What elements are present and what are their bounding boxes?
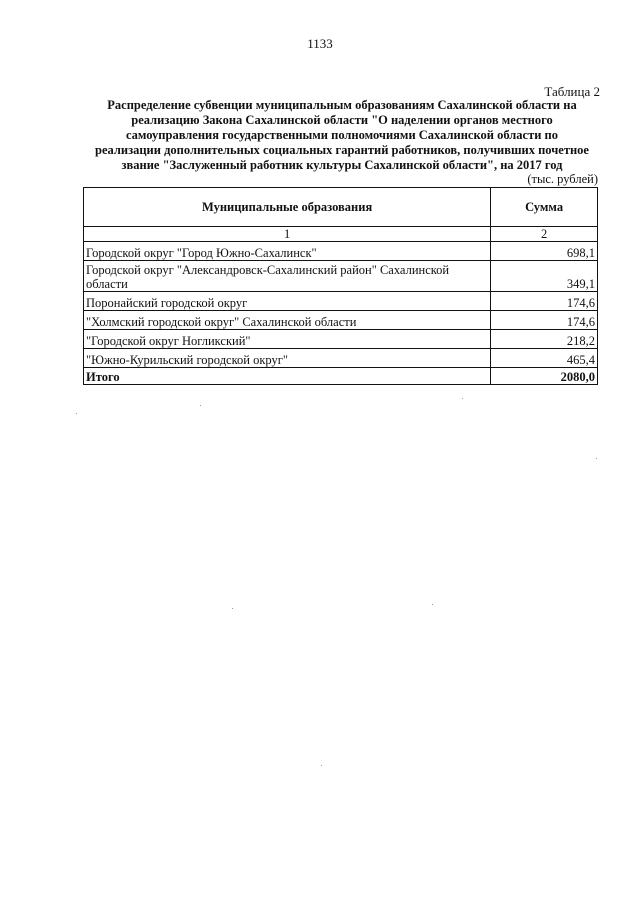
total-label: Итого xyxy=(84,368,491,385)
title-line: Распределение субвенции муниципальным образованиям Сахалинской области на xyxy=(107,98,577,112)
municipality-sum: 174,6 xyxy=(491,311,598,330)
scan-speck xyxy=(200,405,201,406)
table-row xyxy=(84,261,598,292)
title-line: реализации дополнительных социальных гарантий работников, получивших почетное xyxy=(95,143,589,157)
title-line: звание "Заслуженный работник культуры Сахалинской области", на 2017 год xyxy=(121,158,563,172)
municipality-sum: 465,4 xyxy=(491,349,598,368)
subvention-table xyxy=(83,187,598,385)
title-line: реализацию Закона Сахалинской области "О наделении органов местного xyxy=(131,113,553,127)
municipality-name: "Холмский городской округ" Сахалинской области xyxy=(84,311,491,330)
municipality-name: "Городской округ Ногликский" xyxy=(84,330,491,349)
scan-speck xyxy=(76,413,77,414)
municipality-sum: 218,2 xyxy=(491,330,598,349)
scan-speck xyxy=(321,765,322,766)
municipality-name: Городской округ "Город Южно-Сахалинск" xyxy=(84,242,491,261)
scan-speck xyxy=(596,458,597,459)
table-label: Таблица 2 xyxy=(544,84,600,99)
scan-speck xyxy=(462,398,463,399)
municipality-sum: 698,1 xyxy=(491,242,598,261)
table-row xyxy=(84,349,598,368)
total-row xyxy=(84,368,598,385)
header-sum: Сумма xyxy=(491,188,598,227)
header-municipalities: Муниципальные образования xyxy=(84,188,491,227)
table-header-row xyxy=(84,188,598,227)
scan-speck xyxy=(232,608,233,609)
document-title xyxy=(84,98,600,173)
title-line: самоуправления государственными полномочиями Сахалинской области по xyxy=(125,128,558,142)
municipality-name: Поронайский городской округ xyxy=(84,292,491,311)
municipality-name: "Южно-Курильский городской округ" xyxy=(84,349,491,368)
table-row xyxy=(84,330,598,349)
table-row xyxy=(84,292,598,311)
table-row xyxy=(84,242,598,261)
scan-speck xyxy=(432,604,433,605)
table-row xyxy=(84,311,598,330)
municipality-sum: 349,1 xyxy=(491,261,598,292)
municipality-name: Городской округ "Александровск-Сахалинский район" Сахалинской области xyxy=(84,261,491,292)
total-sum: 2080,0 xyxy=(491,368,598,385)
page-number: 1133 xyxy=(307,36,333,51)
column-number: 2 xyxy=(491,227,598,242)
column-number: 1 xyxy=(84,227,491,242)
municipality-sum: 174,6 xyxy=(491,292,598,311)
column-numbers-row xyxy=(84,227,598,242)
units-label: (тыс. рублей) xyxy=(527,172,598,186)
